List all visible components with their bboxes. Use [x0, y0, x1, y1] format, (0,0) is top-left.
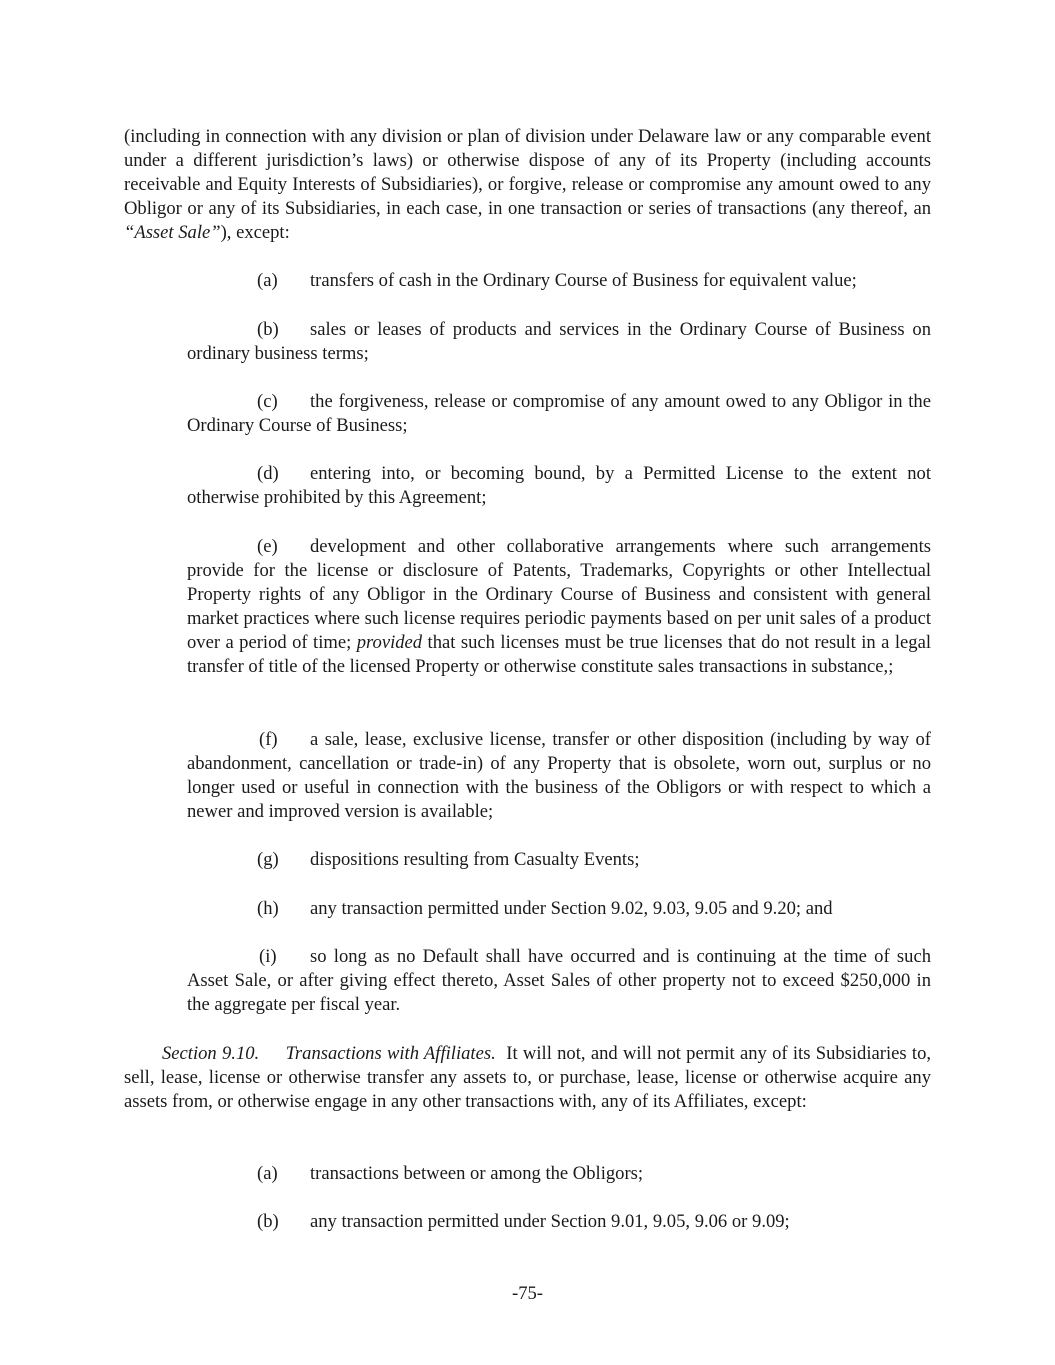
opening-text: (including in connection with any division or plan of division under Delaware law or any comparable event under a different jurisdiction’s laws) or otherwise dispose of any of its Property (including accounts receivable and Equity Interests of Subsidiaries), or forgive, release or compromise any amount owed to any Obligor or any of its Subsidiaries, in each case, in one transaction or series of transactions (any thereof, an	[124, 126, 931, 219]
asset-sale-exception-d	[187, 462, 931, 510]
section-9-10-paragraph	[124, 1042, 931, 1114]
clause-text: any transaction permitted under Section 9.01, 9.05, 9.06 or 9.09;	[310, 1211, 790, 1232]
asset-sale-exception-b	[187, 318, 931, 366]
section-body: It will not, and will not permit any of its Subsidiaries to, sell, lease, license or otherwise transfer any assets to, or purchase, lease, license or otherwise acquire any assets from, or otherwise engage in any other transactions with, any of its Affiliates, except:	[124, 1043, 932, 1112]
asset-sale-exception-i	[187, 945, 931, 1017]
clause-label: (a)	[257, 1163, 278, 1184]
clause-label: (d)	[257, 463, 279, 484]
clause-text: a sale, lease, exclusive license, transfer or other disposition (including by way of abandonment, cancellation or trade-in) of any Property that is obsolete, worn out, surplus or no longer used or useful in connection with the business of the Obligors or with respect to which a newer and improved version is available;	[187, 729, 931, 822]
clause-text: the forgiveness, release or compromise of any amount owed to any Obligor in the Ordinary Course of Business;	[187, 391, 931, 436]
clause-label: (a)	[257, 270, 278, 291]
asset-sale-exception-f	[187, 728, 931, 824]
page-number: -75-	[512, 1283, 543, 1304]
asset-sale-exception-h	[187, 897, 931, 921]
asset-sale-exception-a	[187, 269, 931, 293]
clause-label: (g)	[257, 849, 279, 870]
clause-italic-provided: provided	[356, 632, 423, 653]
asset-sale-exception-g	[187, 848, 931, 872]
opening-text-end: ), except:	[220, 222, 290, 243]
clause-label: (c)	[257, 391, 278, 412]
clause-label: (b)	[257, 319, 279, 340]
clause-text: any transaction permitted under Section 9.02, 9.03, 9.05 and 9.20; and	[310, 898, 833, 919]
section-title: Transactions with Affiliates.	[285, 1043, 496, 1064]
asset-sale-exception-e	[187, 535, 931, 679]
asset-sale-opening-paragraph	[124, 125, 931, 245]
affiliate-exception-b	[187, 1210, 931, 1234]
clause-text: entering into, or becoming bound, by a Permitted License to the extent not otherwise prohibited by this Agreement;	[187, 463, 931, 508]
clause-text: sales or leases of products and services in the Ordinary Course of Business on ordinary business terms;	[187, 319, 931, 364]
clause-text-end: that such licenses must be true licenses that do not result in a legal transfer of title of the licensed Property or otherwise constitute sales transactions in substance,;	[187, 632, 931, 677]
clause-label: (h)	[257, 898, 279, 919]
clause-text: transactions between or among the Obligors;	[310, 1163, 644, 1184]
clause-label: (f)	[259, 729, 278, 750]
clause-label: (i)	[259, 946, 277, 967]
clause-text: transfers of cash in the Ordinary Course of Business for equivalent value;	[310, 270, 857, 291]
section-number: Section 9.10.	[162, 1043, 260, 1064]
affiliate-exception-a	[187, 1162, 931, 1186]
clause-text: dispositions resulting from Casualty Events;	[310, 849, 640, 870]
clause-text: so long as no Default shall have occurred and is continuing at the time of such Asset Sale, or after giving effect thereto, Asset Sales of other property not to exceed $250,000 in the aggregate per fiscal year.	[187, 946, 931, 1015]
clause-label: (e)	[257, 536, 278, 557]
asset-sale-exception-c	[187, 390, 931, 438]
defined-term-asset-sale: “Asset Sale”	[124, 222, 221, 243]
clause-text: development and other collaborative arrangements where such arrangements provide for the license or disclosure of Patents, Trademarks, Copyrights or other Intellectual Property rights of any Obligor in the Ordinary Course of Business and consistent with general market practices where such license requires periodic payments based on per unit sales of a product over a period of time;	[187, 536, 931, 653]
clause-label: (b)	[257, 1211, 279, 1232]
